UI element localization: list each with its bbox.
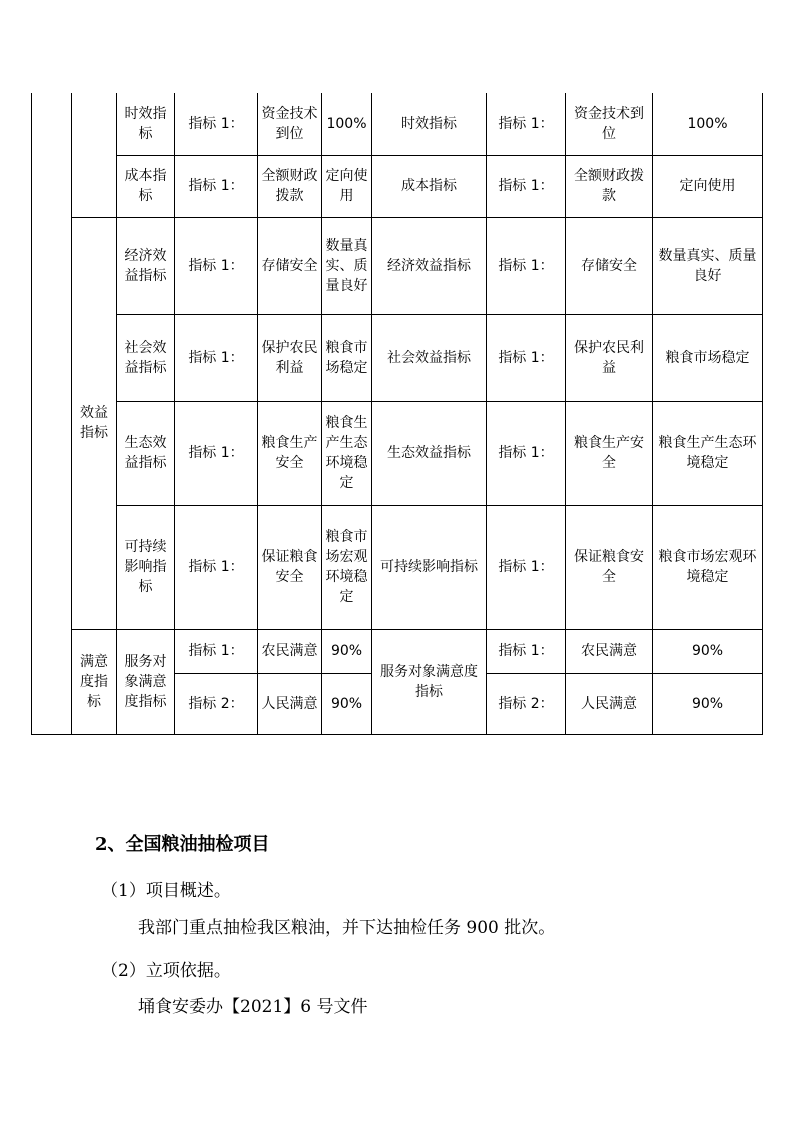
table-row (32, 629, 763, 673)
category-cell: 服务对象满意度指标 (117, 629, 175, 734)
indicator-index-cell-2: 指标 2： (487, 673, 566, 734)
indicator-content-cell-2: 农民满意 (566, 629, 653, 673)
section-title: 2、全国粮油抽检项目 (95, 834, 270, 855)
indicator-index-cell: 指标 1： (175, 505, 258, 629)
indicator-content-cell: 全额财政拨款 (258, 155, 322, 217)
overview-text: 我部门重点抽检我区粮油，并下达抽检任务 900 批次。 (138, 918, 556, 938)
indicator-index-cell: 指标 1： (175, 629, 258, 673)
indicator-index-cell-2: 指标 1： (487, 314, 566, 401)
indicator-index-cell-2: 指标 1： (487, 629, 566, 673)
basis-text: 埇食安委办【2021】6 号文件 (138, 997, 368, 1017)
indicator-content-cell-2: 粮食生产安全 (566, 401, 653, 505)
indicator-index-cell-2: 指标 1： (487, 93, 566, 155)
indicator-value-cell: 粮食市场稳定 (322, 314, 372, 401)
indicator-index-cell: 指标 1： (175, 93, 258, 155)
indicator-content-cell: 保证粮食安全 (258, 505, 322, 629)
basis-heading: （2）立项依据。 (101, 961, 231, 981)
indicator-value-cell-2: 定向使用 (653, 155, 763, 217)
indicator-index-cell: 指标 1： (175, 401, 258, 505)
indicator-content-cell-2: 保证粮食安全 (566, 505, 653, 629)
indicator-index-cell: 指标 1： (175, 155, 258, 217)
indicator-content-cell: 粮食生产安全 (258, 401, 322, 505)
indicator-content-cell: 资金技术到位 (258, 93, 322, 155)
category-cell-2: 可持续影响指标 (372, 505, 487, 629)
category-cell: 经济效益指标 (117, 217, 175, 314)
category-cell: 可持续影响指标 (117, 505, 175, 629)
indicator-value-cell-2: 90% (653, 673, 763, 734)
indicator-value-cell: 粮食生产生态环境稳定 (322, 401, 372, 505)
overview-heading: （1）项目概述。 (101, 881, 231, 901)
indicator-content-cell: 保护农民利益 (258, 314, 322, 401)
indicator-index-cell: 指标 2： (175, 673, 258, 734)
category-cell: 社会效益指标 (117, 314, 175, 401)
group-label-satisfaction: 满意度指标 (72, 629, 117, 734)
table-row (32, 93, 763, 155)
table-row (32, 401, 763, 505)
category-cell-2: 经济效益指标 (372, 217, 487, 314)
indicator-content-cell-2: 存储安全 (566, 217, 653, 314)
indicator-content-cell: 人民满意 (258, 673, 322, 734)
indicator-index-cell-2: 指标 1： (487, 401, 566, 505)
category-cell-2: 生态效益指标 (372, 401, 487, 505)
indicator-index-cell: 指标 1： (175, 217, 258, 314)
indicator-value-cell: 90% (322, 673, 372, 734)
table-row (32, 505, 763, 629)
indicator-content-cell-2: 保护农民利益 (566, 314, 653, 401)
indicator-value-cell-2: 粮食市场稳定 (653, 314, 763, 401)
performance-indicator-table (31, 93, 763, 735)
level2-cell-output-blank (72, 93, 117, 217)
indicator-value-cell-2: 粮食生产生态环境稳定 (653, 401, 763, 505)
indicator-value-cell: 100% (322, 93, 372, 155)
table-row (32, 217, 763, 314)
indicator-value-cell-2: 90% (653, 629, 763, 673)
category-cell-2: 社会效益指标 (372, 314, 487, 401)
indicator-content-cell: 农民满意 (258, 629, 322, 673)
indicator-index-cell-2: 指标 1： (487, 155, 566, 217)
indicator-value-cell-2: 数量真实、质量良好 (653, 217, 763, 314)
indicator-value-cell-2: 粮食市场宏观环境稳定 (653, 505, 763, 629)
indicator-value-cell: 数量真实、质量良好 (322, 217, 372, 314)
category-cell: 成本指标 (117, 155, 175, 217)
table-row (32, 155, 763, 217)
indicator-value-cell: 90% (322, 629, 372, 673)
indicator-content-cell: 存储安全 (258, 217, 322, 314)
indicator-value-cell: 粮食市场宏观环境稳定 (322, 505, 372, 629)
level1-cell-blank (32, 93, 72, 734)
table-row (32, 314, 763, 401)
category-cell-2: 成本指标 (372, 155, 487, 217)
indicator-content-cell-2: 人民满意 (566, 673, 653, 734)
category-cell-2: 时效指标 (372, 93, 487, 155)
indicator-content-cell-2: 资金技术到位 (566, 93, 653, 155)
category-cell-2: 服务对象满意度指标 (372, 629, 487, 734)
indicator-value-cell: 定向使用 (322, 155, 372, 217)
category-cell: 时效指标 (117, 93, 175, 155)
indicator-index-cell-2: 指标 1： (487, 505, 566, 629)
group-label-benefit: 效益指标 (72, 217, 117, 629)
indicator-content-cell-2: 全额财政拨款 (566, 155, 653, 217)
indicator-index-cell-2: 指标 1： (487, 217, 566, 314)
indicator-index-cell: 指标 1： (175, 314, 258, 401)
indicator-value-cell-2: 100% (653, 93, 763, 155)
category-cell: 生态效益指标 (117, 401, 175, 505)
